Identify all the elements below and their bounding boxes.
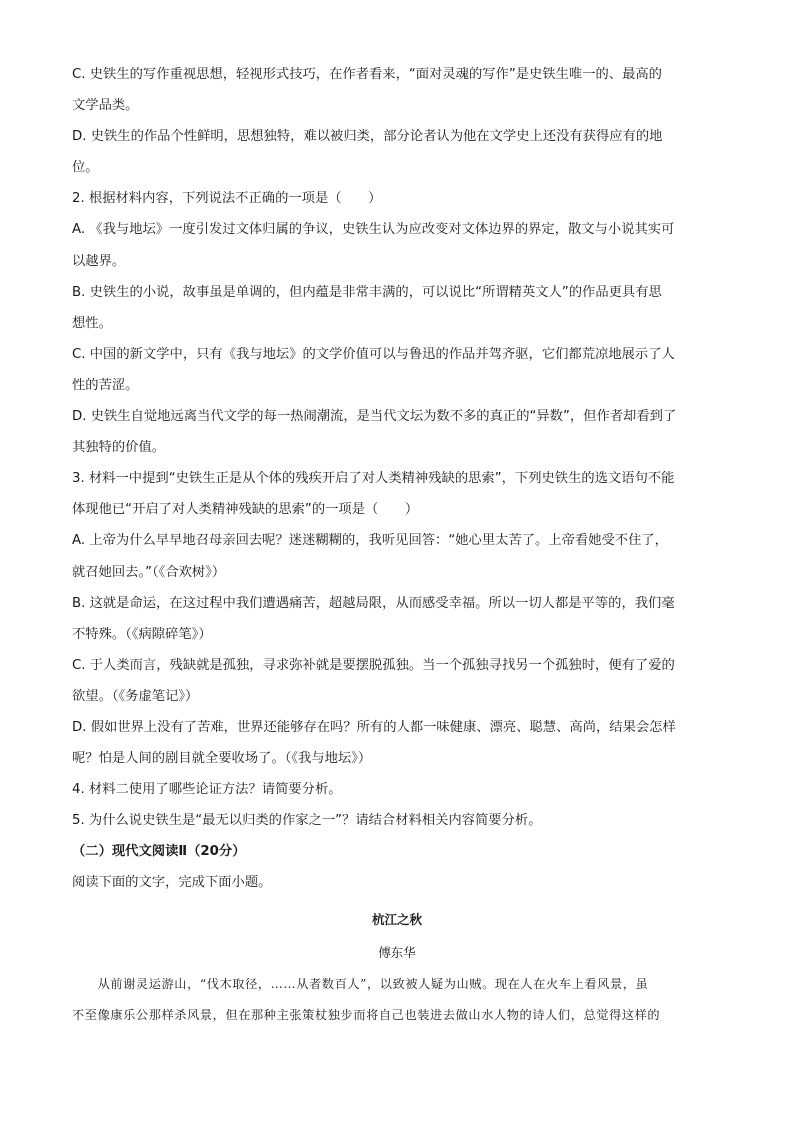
essay-paragraph-line: 从前谢灵运游山，“伐木取径，……从者数百人”，以致被人疑为山贼。现在人在火车上看风景，虽: [72, 977, 649, 991]
text-line: 就召她回去。”（《合欢树》）: [72, 564, 226, 580]
essay-title: 杭江之秋: [371, 912, 422, 927]
text-line: D. 史铁生的作品个性鲜明，思想独特，难以被归类，部分论者认为他在文学史上还没有获得应有的地: [72, 129, 663, 145]
text-line: 想性。: [72, 315, 112, 331]
section-heading: （二）现代文阅读Ⅱ（20分）: [72, 844, 246, 860]
instruction-text: 阅读下面的文字，完成下面小题。: [72, 875, 272, 891]
text-line: C. 中国的新文学中，只有《我与地坛》的文学价值可以与鲁迅的作品并驾齐驱，它们都荒凉地展示了人: [72, 346, 675, 362]
text-line: A. 上帝为什么早早地召母亲回去呢？迷迷糊糊的，我听见回答：“她心里太苦了。上帝看她受不住了，: [72, 533, 668, 549]
text-line: 体现他已“开启了对人类精神残缺的思索”的一项是（ ）: [72, 502, 419, 518]
text-line: C. 于人类而言，残缺就是孤独，寻求弥补就是要摆脱孤独。当一个孤独寻找另一个孤独时，便有了爱的: [72, 657, 675, 673]
essay-author: 傅东华: [378, 945, 416, 960]
text-line: 不特殊。（《病隙碎笔》）: [72, 626, 212, 642]
text-line: 欲望。（《务虚笔记》）: [72, 688, 199, 704]
text-line: 位。: [72, 160, 99, 176]
text-line: 文学品类。: [72, 98, 139, 114]
text-line: 其独特的价值。: [72, 440, 166, 456]
question-4: 4. 材料二使用了哪些论证方法？请简要分析。: [72, 782, 342, 798]
text-line: C. 史铁生的写作重视思想，轻视形式技巧，在作者看来，“面对灵魂的写作”是史铁生唯一的、最高的: [72, 67, 662, 82]
question-2-stem: 2. 根据材料内容，下列说法不正确的一项是（ ）: [72, 191, 382, 207]
text-line: 呢？怕是人间的剧目就全要收场了。（《我与地坛》）: [72, 751, 372, 767]
text-line: B. 史铁生的小说，故事虽是单调的，但内蕴是非常丰满的，可以说比“所谓精英文人”的作品更具有思: [72, 284, 662, 300]
question-text: [72, 64, 722, 904]
question-5: 5. 为什么说史铁生是“最无以归类的作家之一”？请结合材料相关内容简要分析。: [72, 813, 542, 829]
text-line: B. 这就是命运，在这过程中我们遭遇痛苦，超越局限，从而感受幸福。所以一切人都是平等的，我们毫: [72, 595, 675, 611]
essay-paragraph-line: 不至像康乐公那样杀风景，但在那种主张策杖独步而将自己也装进去做山水人物的诗人们，总觉得这样的: [72, 1008, 661, 1022]
question-3-stem: 3. 材料一中提到“史铁生正是从个体的残疾开启了对人类精神残缺的思索”，下列史铁生的选文语句不能: [72, 471, 675, 487]
text-line: D. 假如世界上没有了苦难，世界还能够存在吗？所有的人都一味健康、漂亮、聪慧、高尚，结果会怎样: [72, 719, 676, 735]
text-line: D. 史铁生自觉地远离当代文学的每一热闹潮流，是当代文坛为数不多的真正的“异数”，但作者却看到了: [72, 409, 677, 425]
text-line: A. 《我与地坛》一度引发过文体归属的争议，史铁生认为应改变对文体边界的界定，散文与小说其实可: [72, 222, 675, 238]
text-line: 以越界。: [72, 253, 126, 269]
text-line: 性的苦涩。: [72, 377, 139, 393]
